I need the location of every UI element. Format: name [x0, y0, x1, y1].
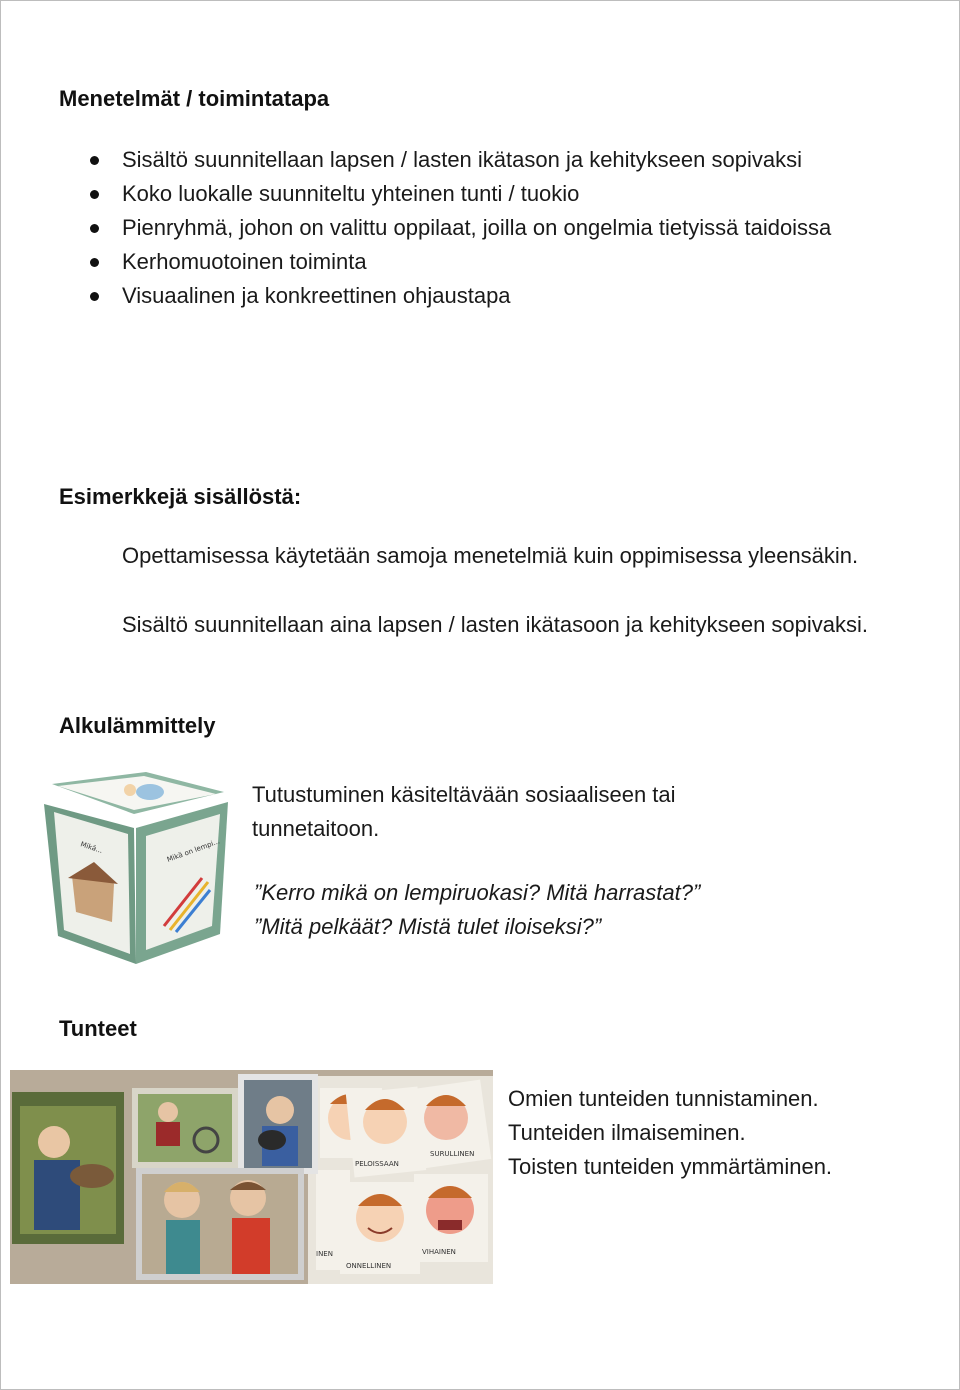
warmup-intro-line-2: tunnetaitoon. — [252, 816, 380, 841]
card-label: SURULLINEN — [430, 1150, 475, 1158]
list-item: Koko luokalle suunniteltu yhteinen tunti / tuokio — [85, 177, 900, 211]
photo-boy-with-dog — [238, 1074, 318, 1174]
warmup-intro-line-1: Tutustuminen käsiteltävään sosiaaliseen tai — [252, 782, 676, 807]
card-label: ONNELLINEN — [346, 1262, 392, 1270]
examples-heading: Esimerkkejä sisällöstä: — [59, 484, 302, 509]
emotion-card — [414, 1174, 488, 1262]
question-cube-image — [38, 766, 234, 966]
warmup-quote-line-1: ”Kerro mikä on lempiruokasi? Mitä harrastat?” — [254, 880, 701, 905]
cube-label: Mikä on lempi... — [165, 837, 221, 864]
photo-girl-with-animal — [12, 1092, 124, 1244]
cube-label: Mikä... — [79, 840, 104, 855]
feelings-heading: Tunteet — [59, 1016, 137, 1041]
photo-arguing-children — [136, 1168, 304, 1280]
warmup-heading: Alkulämmittely — [59, 713, 216, 738]
emotion-card — [413, 1080, 491, 1169]
list-item: Kerhomuotoinen toiminta — [85, 245, 900, 279]
list-item: Visuaalinen ja konkreettinen ohjaustapa — [85, 279, 900, 313]
emotion-cards-collage-image — [10, 1070, 493, 1284]
list-item: Pienryhmä, johon on valittu oppilaat, joilla on ongelmia tietyissä taidoissa — [85, 211, 900, 245]
card-label: INEN — [316, 1250, 333, 1258]
list-item: Sisältö suunnitellaan lapsen / lasten ikätason ja kehitykseen sopivaksi — [85, 143, 900, 177]
feelings-line: Tunteiden ilmaiseminen. — [508, 1120, 746, 1145]
card-label: PELOISSAAN — [355, 1160, 399, 1168]
emotion-card — [346, 1086, 426, 1177]
feelings-line: Omien tunteiden tunnistaminen. — [508, 1086, 819, 1111]
emotion-card — [340, 1182, 420, 1274]
examples-paragraph-2: Sisältö suunnitellaan aina lapsen / lasten ikätasoon ja kehitykseen sopivaksi. — [122, 612, 869, 637]
photo-boy-on-bike — [132, 1088, 238, 1168]
methods-heading: Menetelmät / toimintatapa — [59, 86, 330, 111]
warmup-quote-line-2: ”Mitä pelkäät? Mistä tulet iloiseksi?” — [254, 914, 602, 939]
feelings-lines — [508, 1082, 832, 1184]
methods-list — [85, 143, 900, 313]
feelings-line: Toisten tunteiden ymmärtäminen. — [508, 1154, 833, 1179]
card-label: VIHAINEN — [422, 1248, 456, 1256]
examples-paragraph-1: Opettamisessa käytetään samoja menetelmiä kuin oppimisessa yleensäkin. — [122, 543, 859, 568]
